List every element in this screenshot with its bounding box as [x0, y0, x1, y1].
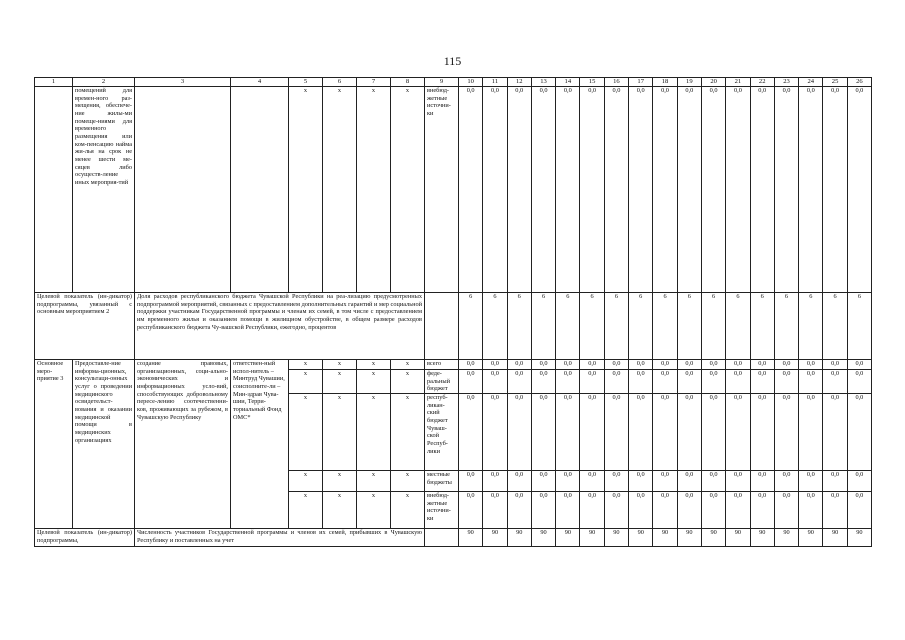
measure-goal: создание правовых, организационных, соци-ально-экономических и информационных усло-вий, способствующих добровольному пересе-лению соотечественни-ков, проживающих за рубежом, в Чувашскую Республику	[135, 360, 231, 529]
x-cell: x	[391, 87, 425, 293]
value-cell: 0,0	[507, 394, 531, 471]
value-cell: 0,0	[701, 471, 725, 492]
value-cell: 90	[483, 529, 507, 547]
value-cell: 0,0	[701, 370, 725, 394]
column-number: 11	[483, 78, 507, 87]
value-cell: 0,0	[556, 87, 580, 293]
value-cell: 0,0	[677, 360, 701, 370]
value-cell: 0,0	[629, 87, 653, 293]
column-number: 4	[231, 78, 289, 87]
column-number: 26	[847, 78, 871, 87]
value-cell: 0,0	[580, 87, 604, 293]
value-cell: 6	[847, 293, 871, 360]
value-cell: 0,0	[701, 360, 725, 370]
value-cell: 90	[677, 529, 701, 547]
x-cell: x	[391, 370, 425, 394]
value-cell: 0,0	[507, 360, 531, 370]
column-number: 10	[459, 78, 483, 87]
value-cell: 6	[556, 293, 580, 360]
value-cell: 0,0	[750, 87, 774, 293]
value-cell: 0,0	[677, 394, 701, 471]
x-cell: x	[357, 492, 391, 529]
column-number: 13	[531, 78, 555, 87]
value-cell: 0,0	[799, 360, 823, 370]
value-cell: 0,0	[556, 360, 580, 370]
value-cell: 0,0	[847, 87, 871, 293]
column-number: 8	[391, 78, 425, 87]
value-cell: 0,0	[653, 87, 677, 293]
measure-description: помещений для времен-ного раз-мещения, обеспече-ние жилы-ми помеще-ниями для временного размещения или ком-пенсацию найма жи-лья на срок не менее шести ме-сяцев либо осуществ-ление иных мероприя-тий	[73, 87, 135, 293]
value-cell: 90	[701, 529, 725, 547]
value-cell: 0,0	[750, 394, 774, 471]
value-cell: 0,0	[726, 471, 750, 492]
x-cell: x	[391, 471, 425, 492]
value-cell: 0,0	[774, 370, 798, 394]
x-cell: x	[357, 394, 391, 471]
x-cell: x	[357, 360, 391, 370]
value-cell: 0,0	[531, 471, 555, 492]
value-cell: 0,0	[556, 370, 580, 394]
value-cell: 0,0	[653, 471, 677, 492]
column-number: 3	[135, 78, 231, 87]
column-number: 2	[73, 78, 135, 87]
value-cell: 6	[677, 293, 701, 360]
column-number: 17	[629, 78, 653, 87]
column-number: 12	[507, 78, 531, 87]
column-number: 19	[677, 78, 701, 87]
value-cell: 0,0	[653, 492, 677, 529]
value-cell: 90	[726, 529, 750, 547]
value-cell: 0,0	[823, 471, 847, 492]
value-cell: 0,0	[799, 87, 823, 293]
value-cell: 0,0	[604, 492, 628, 529]
value-cell: 90	[604, 529, 628, 547]
value-cell: 0,0	[799, 492, 823, 529]
value-cell: 6	[580, 293, 604, 360]
x-cell: x	[289, 492, 323, 529]
value-cell: 0,0	[750, 360, 774, 370]
column-number: 23	[774, 78, 798, 87]
value-cell: 0,0	[507, 492, 531, 529]
value-cell: 0,0	[701, 394, 725, 471]
column-number: 25	[823, 78, 847, 87]
value-cell: 0,0	[483, 360, 507, 370]
x-cell: x	[289, 471, 323, 492]
value-cell: 0,0	[799, 471, 823, 492]
value-cell: 0,0	[701, 492, 725, 529]
value-cell: 0,0	[823, 360, 847, 370]
value-cell: 0,0	[653, 360, 677, 370]
value-cell: 0,0	[799, 394, 823, 471]
column-number: 16	[604, 78, 628, 87]
value-cell: 90	[459, 529, 483, 547]
value-cell: 0,0	[677, 492, 701, 529]
value-cell: 0,0	[774, 87, 798, 293]
value-cell: 6	[653, 293, 677, 360]
value-cell: 0,0	[580, 360, 604, 370]
column-number: 14	[556, 78, 580, 87]
x-cell: x	[323, 471, 357, 492]
value-cell: 0,0	[653, 394, 677, 471]
value-cell: 0,0	[507, 370, 531, 394]
value-cell: 0,0	[604, 471, 628, 492]
value-cell: 0,0	[580, 394, 604, 471]
x-cell: x	[391, 394, 425, 471]
value-cell: 0,0	[483, 394, 507, 471]
value-cell: 0,0	[531, 360, 555, 370]
value-cell: 0,0	[726, 360, 750, 370]
column-number: 18	[653, 78, 677, 87]
value-cell: 0,0	[483, 492, 507, 529]
value-cell: 0,0	[556, 492, 580, 529]
value-cell: 0,0	[653, 370, 677, 394]
value-cell: 90	[507, 529, 531, 547]
funding-source: внебюд-жетные источни-ки	[425, 87, 459, 293]
value-cell: 6	[799, 293, 823, 360]
empty-cell	[425, 529, 459, 547]
indicator-row	[35, 529, 872, 547]
column-number: 5	[289, 78, 323, 87]
value-cell: 6	[629, 293, 653, 360]
x-cell: x	[323, 394, 357, 471]
value-cell: 0,0	[823, 370, 847, 394]
value-cell: 0,0	[774, 394, 798, 471]
value-cell: 0,0	[580, 492, 604, 529]
value-cell: 6	[701, 293, 725, 360]
column-number: 22	[750, 78, 774, 87]
funding-source: местные бюджеты	[425, 471, 459, 492]
value-cell: 6	[507, 293, 531, 360]
value-cell: 90	[580, 529, 604, 547]
value-cell: 0,0	[726, 492, 750, 529]
empty-cell	[231, 87, 289, 293]
x-cell: x	[323, 492, 357, 529]
value-cell: 0,0	[847, 360, 871, 370]
value-cell: 0,0	[459, 87, 483, 293]
x-cell: x	[289, 370, 323, 394]
value-cell: 0,0	[459, 370, 483, 394]
value-cell: 0,0	[726, 370, 750, 394]
column-number: 24	[799, 78, 823, 87]
value-cell: 6	[604, 293, 628, 360]
value-cell: 0,0	[701, 87, 725, 293]
x-cell: x	[323, 370, 357, 394]
indicator-row	[35, 293, 872, 360]
value-cell: 0,0	[726, 87, 750, 293]
funding-source: феде-ральный бюджет	[425, 370, 459, 394]
measure-description: Предоставле-ние информа-ционных, консультаци-онных услуг о проведении медицинского освидетельст-вования и оказании медицинской помощи в медицинских организациях	[73, 360, 135, 529]
column-number: 9	[425, 78, 459, 87]
value-cell: 0,0	[847, 394, 871, 471]
value-cell: 0,0	[677, 87, 701, 293]
value-cell: 0,0	[750, 492, 774, 529]
table-row	[35, 360, 872, 370]
responsible-executors: ответствен-ный испол-нитель – Минтруд Чувашии, соисполните-ли – Мин-здрав Чува-шии, Терри-ториальный Фонд ОМС*	[231, 360, 289, 529]
value-cell: 6	[750, 293, 774, 360]
value-cell: 0,0	[556, 394, 580, 471]
value-cell: 0,0	[726, 394, 750, 471]
value-cell: 0,0	[580, 471, 604, 492]
value-cell: 0,0	[677, 370, 701, 394]
column-number: 20	[701, 78, 725, 87]
indicator-label: Целевой показатель (ин-дикатор) подпрограммы,	[35, 529, 135, 547]
x-cell: x	[323, 360, 357, 370]
x-cell: x	[289, 87, 323, 293]
x-cell: x	[391, 360, 425, 370]
value-cell: 0,0	[604, 87, 628, 293]
value-cell: 6	[531, 293, 555, 360]
value-cell: 0,0	[459, 471, 483, 492]
value-cell: 0,0	[531, 492, 555, 529]
value-cell: 0,0	[629, 492, 653, 529]
value-cell: 0,0	[629, 471, 653, 492]
indicator-text: Доля расходов республиканского бюджета Чувашской Республики на реа-лизацию предусмотренных подпрограммой мероприятий, связанных с предоставлением дополнительных гарантий и мер социальной поддержки участникам Государственной программы и членам их семей, в том числе с предоставлением им временного жилья и оказанием помощи в жилищном обустройстве, в общем размере расходов республиканского бюджета Чу-вашской Республики, ежегодно, процентов	[135, 293, 425, 360]
x-cell: x	[357, 87, 391, 293]
value-cell: 0,0	[556, 471, 580, 492]
value-cell: 0,0	[580, 370, 604, 394]
value-cell: 0,0	[629, 394, 653, 471]
column-number: 1	[35, 78, 73, 87]
value-cell: 0,0	[677, 471, 701, 492]
value-cell: 0,0	[459, 360, 483, 370]
value-cell: 90	[774, 529, 798, 547]
funding-source: внебюд-жетные источни-ки	[425, 492, 459, 529]
value-cell: 0,0	[459, 492, 483, 529]
value-cell: 0,0	[823, 87, 847, 293]
value-cell: 0,0	[750, 471, 774, 492]
value-cell: 90	[531, 529, 555, 547]
value-cell: 0,0	[629, 360, 653, 370]
value-cell: 0,0	[847, 492, 871, 529]
column-number: 7	[357, 78, 391, 87]
value-cell: 0,0	[604, 370, 628, 394]
value-cell: 0,0	[847, 471, 871, 492]
value-cell: 0,0	[483, 370, 507, 394]
value-cell: 0,0	[507, 471, 531, 492]
value-cell: 0,0	[604, 360, 628, 370]
empty-cell	[135, 87, 231, 293]
x-cell: x	[391, 492, 425, 529]
value-cell: 90	[799, 529, 823, 547]
value-cell: 90	[556, 529, 580, 547]
value-cell: 0,0	[531, 370, 555, 394]
value-cell: 0,0	[750, 370, 774, 394]
indicator-label: Целевой показатель (ин-дикатор) подпрограммы, увязанный с основным мероприятием 2	[35, 293, 135, 360]
program-table	[34, 77, 872, 547]
value-cell: 90	[750, 529, 774, 547]
value-cell: 0,0	[483, 87, 507, 293]
x-cell: x	[289, 394, 323, 471]
x-cell: x	[357, 471, 391, 492]
value-cell: 0,0	[799, 370, 823, 394]
value-cell: 6	[823, 293, 847, 360]
column-number: 15	[580, 78, 604, 87]
value-cell: 90	[847, 529, 871, 547]
value-cell: 6	[774, 293, 798, 360]
value-cell: 0,0	[459, 394, 483, 471]
empty-cell	[35, 87, 73, 293]
value-cell: 0,0	[774, 471, 798, 492]
table-row	[35, 87, 872, 293]
column-number: 6	[323, 78, 357, 87]
page-number: 115	[443, 54, 462, 68]
value-cell: 0,0	[531, 394, 555, 471]
funding-source: всего	[425, 360, 459, 370]
value-cell: 6	[726, 293, 750, 360]
value-cell: 90	[823, 529, 847, 547]
value-cell: 0,0	[823, 492, 847, 529]
value-cell: 90	[653, 529, 677, 547]
value-cell: 6	[459, 293, 483, 360]
value-cell: 0,0	[531, 87, 555, 293]
value-cell: 0,0	[774, 492, 798, 529]
empty-cell	[425, 293, 459, 360]
header-row	[35, 78, 872, 87]
funding-source: респуб-ликан-ский бюджет Чуваш-ской Респуб-лики	[425, 394, 459, 471]
value-cell: 0,0	[774, 360, 798, 370]
value-cell: 0,0	[507, 87, 531, 293]
x-cell: x	[289, 360, 323, 370]
value-cell: 0,0	[604, 394, 628, 471]
value-cell: 0,0	[823, 394, 847, 471]
value-cell: 90	[629, 529, 653, 547]
value-cell: 6	[483, 293, 507, 360]
column-number: 21	[726, 78, 750, 87]
indicator-text: Численность участников Государственной программы и членов их семей, прибывших в Чувашскую Республику и поставленных на учет	[135, 529, 425, 547]
x-cell: x	[323, 87, 357, 293]
value-cell: 0,0	[483, 471, 507, 492]
value-cell: 0,0	[629, 370, 653, 394]
x-cell: x	[357, 370, 391, 394]
value-cell: 0,0	[847, 370, 871, 394]
measure-number: Основное меро-приятие 3	[35, 360, 73, 529]
